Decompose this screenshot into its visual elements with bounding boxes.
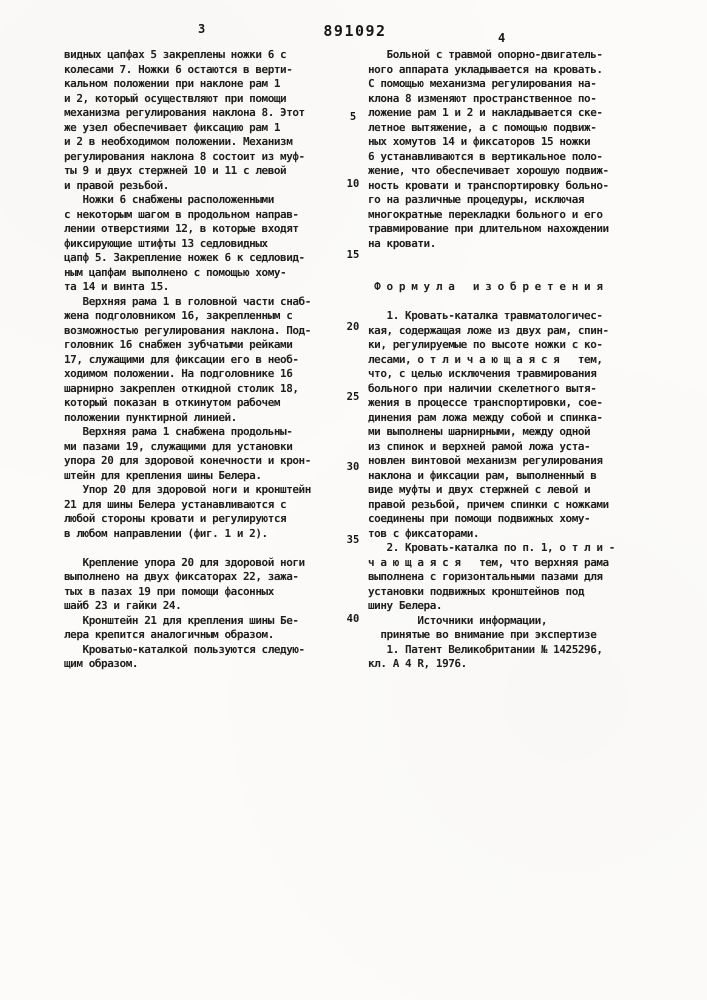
text-line: положении пунктирной линией. xyxy=(64,410,237,424)
text-line: 1. Патент Великобритании № 1425296, xyxy=(368,642,603,656)
gutter-line-number: 25 xyxy=(346,391,360,403)
text-line: С помощью механизма регулирования на- xyxy=(368,77,597,90)
text-line: установки подвижных кронштейнов под xyxy=(368,584,585,598)
text-line: правой резьбой, причем спинки с ножками xyxy=(368,497,609,511)
text-line: жения в процессе транспортировки, сое- xyxy=(368,396,603,409)
text-line: Крепление упора 20 для здоровой ноги xyxy=(64,555,305,569)
gutter-line-number: 10 xyxy=(346,178,360,190)
text-line: Кронштейн 21 для крепления шины Бе- xyxy=(64,613,299,627)
text-line: жение, что обеспечивает хорошую подвиж- xyxy=(368,164,609,177)
text-line: Ф о р м у л а и з о б р е т е н и я xyxy=(368,280,603,293)
page-number-left: 3 xyxy=(198,22,206,36)
text-line: с некоторым шагом в продольном направ- xyxy=(64,207,299,221)
text-line: который показан в откинутом рабочем xyxy=(64,396,281,409)
text-line: что, с целью исключения травмирования xyxy=(368,367,597,380)
text-line: любой стороны кровати и регулируются xyxy=(64,512,287,525)
text-line: ты 9 и двух стержней 10 и 11 с левой xyxy=(64,164,287,177)
text-line: Ножки 6 снабжены расположенными xyxy=(64,193,274,206)
text-line: травмирование при длительном нахождении xyxy=(368,222,609,235)
gutter-line-number: 5 xyxy=(349,111,357,123)
text-line: 2. Кровать-каталка по п. 1, о т л и - xyxy=(368,541,615,554)
text-line xyxy=(368,295,654,310)
text-line: видных цапфах 5 закреплены ножки 6 с xyxy=(64,48,287,61)
text-line: лении отверстиями 12, в которые входят xyxy=(64,222,299,235)
text-line: Упор 20 для здоровой ноги и кронштейн xyxy=(64,483,311,496)
text-line: ч а ю щ а я с я тем, что верхняя рама xyxy=(368,555,609,569)
text-line: механизма регулирования наклона 8. Этот xyxy=(64,106,305,119)
text-line: клона 8 изменяют пространственное по- xyxy=(368,91,597,105)
text-line: виде муфты и двух стержней с левой и xyxy=(368,483,591,496)
text-line: выполнена с горизонтальными пазами для xyxy=(368,570,603,583)
text-line xyxy=(64,541,336,556)
text-line: ным цапфам выполнено с помощью хому- xyxy=(64,265,287,279)
text-line: 1. Кровать-каталка травматологичес- xyxy=(368,309,603,322)
text-line: и 2, который осуществляют при помощи xyxy=(64,91,287,105)
text-line: ми выполнены шарнирными, между одной xyxy=(368,425,591,438)
text-line: шайб 23 и гайки 24. xyxy=(64,599,182,612)
text-line: упора 20 для здоровой конечности и крон- xyxy=(64,454,311,467)
text-line: 6 устанавливаются в вертикальное поло- xyxy=(368,149,603,163)
text-line: фиксирующие штифты 13 седловидных xyxy=(64,236,268,250)
text-line: кальном положении при наклоне рам 1 xyxy=(64,77,281,90)
text-line: выполнено на двух фиксаторах 22, зажа- xyxy=(64,570,299,583)
gutter-line-number: 30 xyxy=(346,461,360,473)
text-line: и 2 в необходимом положении. Механизм xyxy=(64,135,293,148)
text-line: тов с фиксаторами. xyxy=(368,526,480,540)
text-line: на кровати. xyxy=(368,236,436,250)
text-line: в любом направлении (фиг. 1 и 2). xyxy=(64,526,268,540)
text-line: го на различные процедуры, исключая xyxy=(368,193,585,206)
text-line: возможностью регулирования наклона. Под- xyxy=(64,323,311,337)
text-line: Кроватью-каталкой пользуются следую- xyxy=(64,642,305,656)
text-line: ходимом положении. На подголовнике 16 xyxy=(64,367,293,380)
text-line: штейн для крепления шины Белера. xyxy=(64,468,262,482)
text-line: больного при наличии скелетного вытя- xyxy=(368,381,597,395)
text-line: шину Белера. xyxy=(368,599,443,612)
text-line: Верхняя рама 1 снабжена продольны- xyxy=(64,425,293,438)
text-line: регулирования наклона 8 состоит из муф- xyxy=(64,149,305,163)
text-line: новлен винтовой механизм регулирования xyxy=(368,454,603,467)
text-line: многократные перекладки больного и его xyxy=(368,207,603,221)
text-line: 17, служащими для фиксации его в необ- xyxy=(64,352,299,366)
text-line: колесами 7. Ножки 6 остаются в верти- xyxy=(64,62,293,76)
gutter-line-number: 40 xyxy=(346,613,360,625)
text-line: ки, регулируемые по высоте ножки с ко- xyxy=(368,338,603,351)
text-line: ложение рам 1 и 2 и накладывается ске- xyxy=(368,106,603,119)
text-line xyxy=(368,251,654,266)
text-line: кая, содержащая ложе из двух рам, спин- xyxy=(368,323,609,337)
text-line: Больной с травмой опорно-двигатель- xyxy=(368,48,603,61)
text-line xyxy=(368,266,654,281)
text-line: цапф 5. Закрепление ножек 6 к седловид- xyxy=(64,251,305,264)
right-text-column xyxy=(368,48,654,672)
text-line: же узел обеспечивает фиксацию рам 1 xyxy=(64,120,281,134)
patent-number: 891092 xyxy=(323,22,387,40)
text-line: та 14 и винта 15. xyxy=(64,280,169,293)
text-line: 21 для шины Белера устанавливаются с xyxy=(64,497,287,511)
text-line: тых в пазах 19 при помощи фасонных xyxy=(64,584,274,598)
text-line: шарнирно закреплен откидной столик 18, xyxy=(64,381,299,395)
left-text-column xyxy=(64,48,336,672)
text-line: кл. A 4 R, 1976. xyxy=(368,657,467,670)
text-line: жена подголовником 16, закрепленным с xyxy=(64,309,293,322)
text-line: и правой резьбой. xyxy=(64,178,169,192)
page-number-right: 4 xyxy=(498,31,506,45)
text-line: лесами, о т л и ч а ю щ а я с я тем, xyxy=(368,352,603,366)
text-line: лера крепится аналогичным образом. xyxy=(64,628,274,641)
text-line: Верхняя рама 1 в головной части снаб- xyxy=(64,294,311,308)
text-line: головник 16 снабжен зубчатыми рейками xyxy=(64,338,293,351)
gutter-line-number: 15 xyxy=(346,249,360,261)
text-line: ного аппарата укладывается на кровать. xyxy=(368,62,603,76)
text-line: динения рам ложа между собой и спинка- xyxy=(368,410,603,424)
text-line: ми пазами 19, служащими для установки xyxy=(64,439,293,453)
text-line: ных хомутов 14 и фиксаторов 15 ножки xyxy=(368,135,591,148)
text-line: щим образом. xyxy=(64,657,139,670)
text-line: Источники информации, xyxy=(368,613,548,627)
gutter-line-number: 35 xyxy=(346,534,360,546)
text-line: из спинок и верхней рамой ложа уста- xyxy=(368,439,591,453)
gutter-line-number: 20 xyxy=(346,321,360,333)
text-line: соединены при помощи подвижных хому- xyxy=(368,512,591,525)
text-line: принятые во внимание при экспертизе xyxy=(368,628,597,641)
text-line: летное вытяжение, а с помощью подвиж- xyxy=(368,120,597,134)
text-line: наклона и фиксации рам, выполненный в xyxy=(368,468,597,482)
text-line: ность кровати и транспортировку больно- xyxy=(368,178,609,192)
